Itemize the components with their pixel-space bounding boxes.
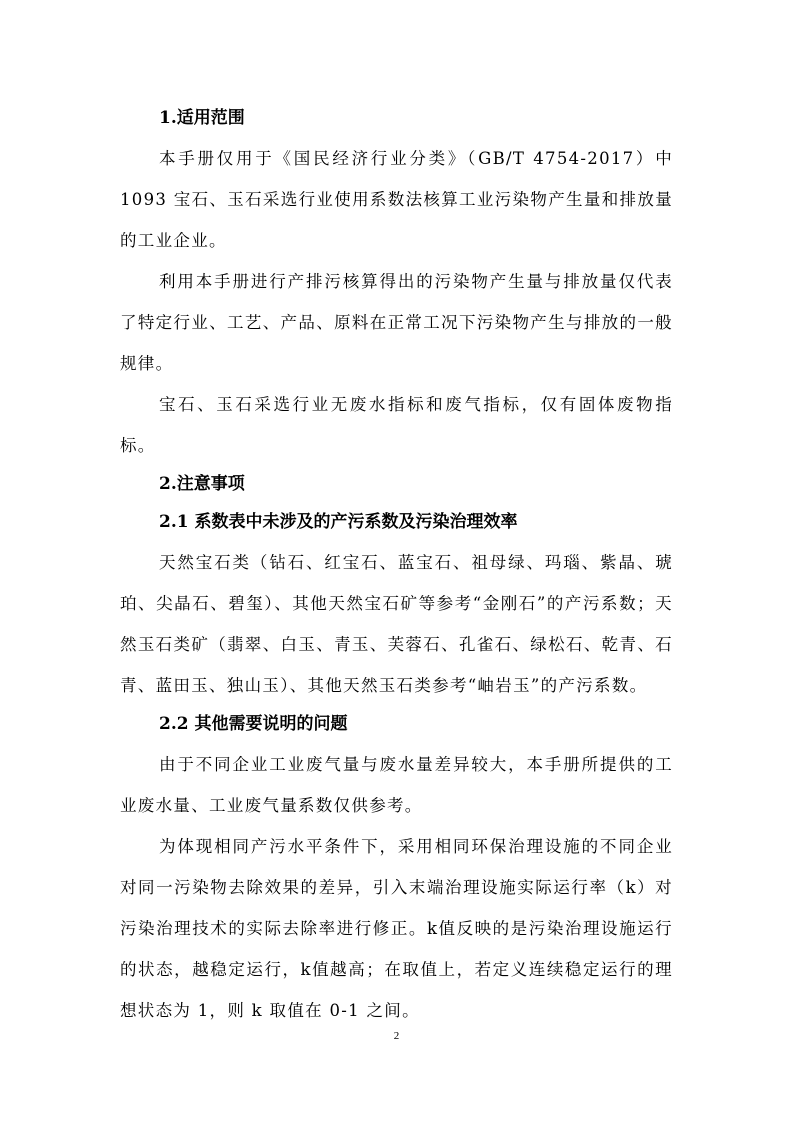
section-heading-scope: 1.适用范围 — [159, 108, 245, 128]
section-heading-notes: 2.注意事项 — [159, 474, 245, 494]
paragraph-2-2-1: 由于不同企业工业废气量与废水量差异较大，本手册所提供的工业废水量、工业废气量系数仅供参考。 — [120, 755, 673, 815]
paragraph-scope-3: 宝石、玉石采选行业无废水指标和废气指标，仅有固体废物指标。 — [120, 395, 673, 455]
paragraph-2-1: 天然宝石类（钻石、红宝石、蓝宝石、祖母绿、玛瑙、紫晶、琥珀、尖晶石、碧玺）、其他天然宝石矿等参考“金刚石”的产污系数；天然玉石类矿（翡翠、白玉、青玉、芙蓉石、孔雀石、绿松石、乾青、石青、蓝田玉、独山玉）、其他天然玉石类参考“岫岩玉”的产污系数。 — [120, 553, 673, 695]
subsection-heading-2-2: 2.2 其他需要说明的问题 — [159, 714, 348, 734]
page-number: 2 — [393, 1030, 400, 1042]
paragraph-scope-2: 利用本手册进行产排污核算得出的污染物产生量与排放量仅代表了特定行业、工艺、产品、原料在正常工况下污染物产生与排放的一般规律。 — [120, 272, 673, 373]
paragraph-2-2-2: 为体现相同产污水平条件下，采用相同环保治理设施的不同企业对同一污染物去除效果的差异，引入末端治理设施实际运行率（k）对污染治理技术的实际去除率进行修正。k值反映的是污染治理设施运行的状态，越稳定运行，k值越高；在取值上，若定义连续稳定运行的理想状态为 1，则 k 取值在 0-1 之间。 — [120, 837, 673, 1020]
document-page — [120, 100, 680, 1031]
subsection-heading-2-1: 2.1 系数表中未涉及的产污系数及污染治理效率 — [159, 512, 518, 532]
paragraph-scope-1: 本手册仅用于《国民经济行业分类》（GB/T 4754-2017）中 1093 宝石、玉石采选行业使用系数法核算工业污染物产生量和排放量的工业企业。 — [120, 149, 680, 250]
